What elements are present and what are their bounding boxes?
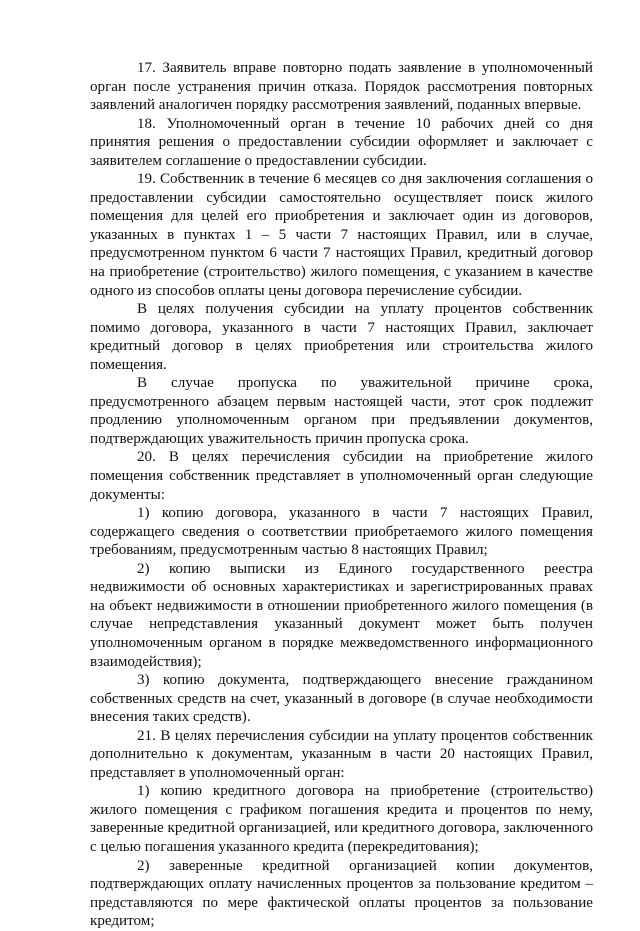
document-body [90, 59, 593, 931]
list-item-20-3: 3) копию документа, подтверждающего внесение гражданином собственных средств на счет, указанный в договоре (в случае необходимости внесения таких средств). [90, 672, 593, 726]
paragraph-19-interest-subsidy: В целях получения субсидии на уплату процентов собственник помимо договора, указанного в части 7 настоящих Правил, заключает кредитный договор в целях приобретения или строительства жилого помещения. [90, 301, 593, 373]
list-item-20-1: 1) копию договора, указанного в части 7 настоящих Правил, содержащего сведения о соответствии приобретаемого жилого помещения требованиям, предусмотренным частью 8 настоящих Правил; [90, 505, 593, 559]
paragraph-19: 19. Собственник в течение 6 месяцев со дня заключения соглашения о предоставлении субсидии самостоятельно осуществляет поиск жилого помещения для целей его приобретения и заключает один из договоров, указанных в пунктах 1 – 5 части 7 настоящих Правил, или в случае, предусмотренном пунктом 6 части 7 настоящих Правил, кредитный договор на приобретение (строительство) жилого помещения, с указанием в качестве одного из способов оплаты цены договора перечисление субсидии. [90, 171, 593, 299]
paragraph-19-deadline-extension: В случае пропуска по уважительной причине срока, предусмотренного абзацем первым настоящей части, этот срок подлежит продлению уполномоченным органом при предъявлении документов, подтверждающих уважительность причин пропуска срока. [90, 375, 593, 447]
list-item-21-1: 1) копию кредитного договора на приобретение (строительство) жилого помещения с графиком погашения кредита и процентов по нему, заверенные кредитной организацией, или кредитного договора, заключенного с целью погашения указанного кредита (перекредитования); [90, 783, 593, 855]
paragraph-20: 20. В целях перечисления субсидии на приобретение жилого помещения собственник представляет в уполномоченный орган следующие документы: [90, 449, 593, 503]
paragraph-21: 21. В целях перечисления субсидии на уплату процентов собственник дополнительно к документам, указанным в части 20 настоящих Правил, представляет в уполномоченный орган: [90, 727, 593, 781]
list-item-20-2: 2) копию выписки из Единого государственного реестра недвижимости об основных характеристиках и зарегистрированных правах на объект недвижимости в отношении приобретенного жилого помещения (в случае непредставления указанный документ может быть получен уполномоченным органом в порядке межведомственного информационного взаимодействия); [90, 560, 593, 670]
list-item-21-2: 2) заверенные кредитной организацией копии документов, подтверждающих оплату начисленных процентов за пользование кредитом – представляются по мере фактической оплаты процентов за пользование кредитом; [90, 857, 593, 930]
paragraph-18: 18. Уполномоченный орган в течение 10 рабочих дней со дня принятия решения о предоставлении субсидии оформляет и заключает с заявителем соглашение о предоставлении субсидии. [90, 115, 593, 169]
paragraph-17: 17. Заявитель вправе повторно подать заявление в уполномоченный орган после устранения причин отказа. Порядок рассмотрения повторных заявлений аналогичен порядку рассмотрения заявлений, поданных впервые. [90, 60, 593, 114]
